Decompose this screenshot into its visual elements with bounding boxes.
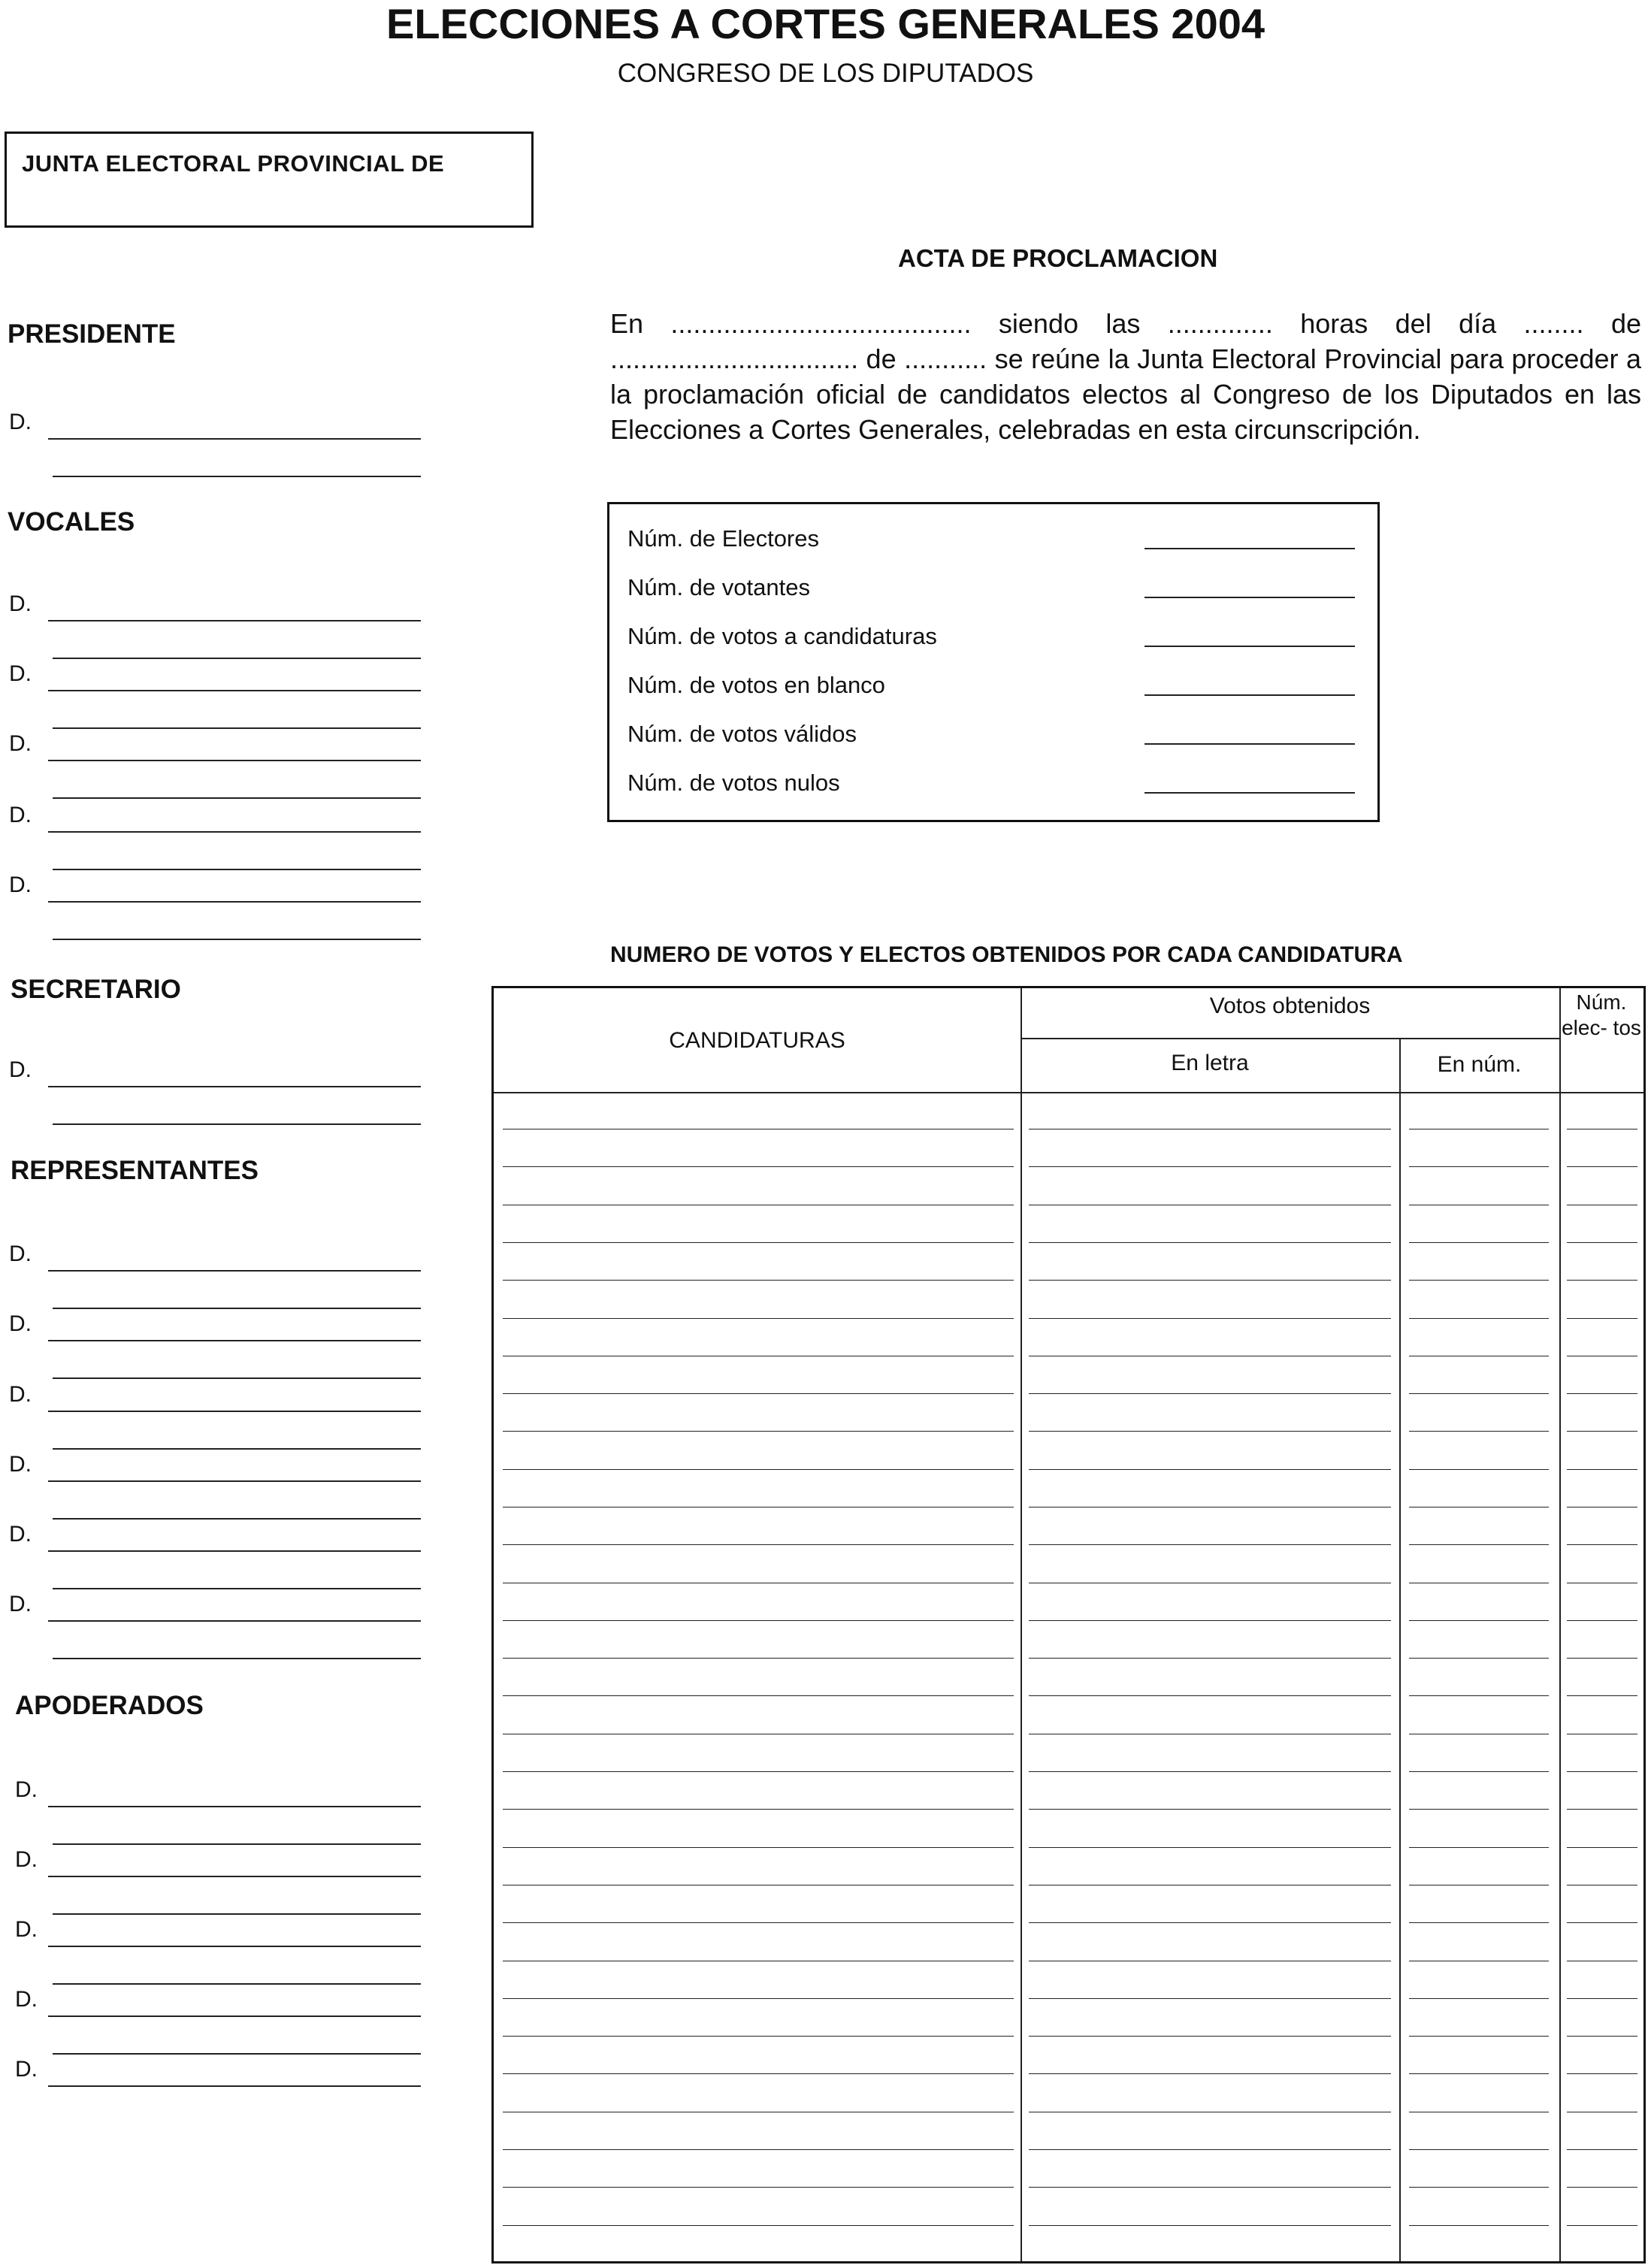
- d-prefix-label: D.: [9, 1522, 32, 1547]
- header-votos-obtenidos: Votos obtenidos: [1209, 993, 1371, 1018]
- signature-line: [53, 476, 421, 477]
- signature-line: [48, 1620, 421, 1622]
- table-blank-line: [1029, 2187, 1391, 2188]
- section-secretario: SECRETARIO: [11, 975, 181, 1004]
- table-blank-line: [503, 1166, 1014, 1167]
- signature-line: [48, 831, 421, 833]
- column-divider: [1021, 988, 1022, 2261]
- table-blank-line: [1409, 1431, 1549, 1432]
- signature-line: [48, 1270, 421, 1272]
- d-prefix-label: D.: [9, 1592, 32, 1616]
- table-blank-line: [503, 1620, 1014, 1621]
- table-blank-line: [503, 1998, 1014, 1999]
- table-blank-line: [1567, 2036, 1637, 2037]
- d-prefix-label: D.: [9, 872, 32, 897]
- signature-line: [53, 727, 421, 729]
- signature-line: [48, 1550, 421, 1552]
- signature-line: [48, 1946, 421, 1947]
- signature-line: [53, 1658, 421, 1659]
- table-blank-line: [503, 1771, 1014, 1772]
- table-blank-line: [1029, 1847, 1391, 1848]
- table-blank-line: [1029, 1620, 1391, 1621]
- header-en-letra: En letra: [1171, 1051, 1249, 1075]
- stats-box: [607, 502, 1380, 822]
- d-prefix-label: D.: [9, 1382, 32, 1407]
- table-blank-line: [1409, 1922, 1549, 1923]
- table-blank-line: [1567, 1280, 1637, 1281]
- signature-line: [48, 901, 421, 903]
- signature-line: [53, 797, 421, 799]
- table-blank-line: [503, 2149, 1014, 2150]
- signature-line: [48, 1480, 421, 1482]
- acta-title: ACTA DE PROCLAMACION: [898, 244, 1218, 272]
- table-blank-line: [1029, 1393, 1391, 1394]
- signature-line: [48, 1086, 421, 1087]
- stat-blank-line: [1145, 694, 1355, 696]
- header-divider: [494, 1092, 1643, 1093]
- table-blank-line: [1029, 1695, 1391, 1696]
- d-prefix-label: D.: [9, 661, 32, 686]
- table-blank-line: [1409, 1620, 1549, 1621]
- table-blank-line: [1567, 1242, 1637, 1243]
- table-blank-line: [503, 1318, 1014, 1319]
- d-prefix-label: D.: [9, 1452, 32, 1477]
- table-blank-line: [503, 1695, 1014, 1696]
- table-blank-line: [1409, 1280, 1549, 1281]
- table-blank-line: [1029, 2149, 1391, 2150]
- votes-table: [491, 986, 1646, 2263]
- signature-line: [48, 2085, 421, 2087]
- table-blank-line: [1409, 1242, 1549, 1243]
- d-prefix-label: D.: [9, 1057, 32, 1082]
- table-blank-line: [1029, 1658, 1391, 1659]
- d-prefix-label: D.: [9, 1311, 32, 1336]
- table-blank-line: [1567, 1431, 1637, 1432]
- d-prefix-label: D.: [15, 1777, 38, 1802]
- signature-line: [53, 939, 421, 940]
- signature-line: [48, 690, 421, 691]
- header-divider: [1021, 1038, 1559, 1039]
- table-blank-line: [1409, 1544, 1549, 1545]
- document-subtitle: CONGRESO DE LOS DIPUTADOS: [617, 59, 1034, 88]
- table-blank-line: [1567, 2073, 1637, 2074]
- table-blank-line: [1029, 1242, 1391, 1243]
- d-prefix-label: D.: [9, 591, 32, 616]
- signature-line: [53, 1843, 421, 1845]
- table-blank-line: [1409, 1658, 1549, 1659]
- table-blank-line: [1029, 1318, 1391, 1319]
- table-blank-line: [503, 1544, 1014, 1545]
- column-divider: [1399, 1038, 1401, 2261]
- table-blank-line: [1029, 2073, 1391, 2074]
- table-blank-line: [1409, 2225, 1549, 2226]
- table-blank-line: [1029, 2225, 1391, 2226]
- table-blank-line: [1567, 1922, 1637, 1923]
- header-en-num: En núm.: [1437, 1052, 1522, 1077]
- signature-line: [53, 1983, 421, 1985]
- junta-electoral-box: [5, 132, 534, 228]
- table-blank-line: [503, 1431, 1014, 1432]
- table-blank-line: [1567, 2187, 1637, 2188]
- table-blank-line: [1567, 1658, 1637, 1659]
- table-blank-line: [1567, 1771, 1637, 1772]
- table-blank-line: [1409, 1393, 1549, 1394]
- table-blank-line: [1029, 2036, 1391, 2037]
- stat-blank-line: [1145, 646, 1355, 647]
- junta-electoral-label: JUNTA ELECTORAL PROVINCIAL DE: [22, 150, 445, 177]
- d-prefix-label: D.: [9, 803, 32, 827]
- stat-label: Núm. de votos válidos: [627, 721, 857, 747]
- d-prefix-label: D.: [15, 1987, 38, 2012]
- section-apoderados: APODERADOS: [15, 1691, 204, 1720]
- signature-line: [53, 1913, 421, 1915]
- table-blank-line: [503, 2225, 1014, 2226]
- table-blank-line: [1029, 1166, 1391, 1167]
- signature-line: [53, 1448, 421, 1450]
- signature-line: [48, 438, 421, 440]
- table-blank-line: [1409, 1469, 1549, 1470]
- column-divider: [1559, 988, 1561, 2261]
- table-blank-line: [1567, 1544, 1637, 1545]
- table-blank-line: [1567, 1998, 1637, 1999]
- table-blank-line: [1029, 1280, 1391, 1281]
- signature-line: [53, 1377, 421, 1379]
- table-blank-line: [1567, 2225, 1637, 2226]
- table-blank-line: [503, 1922, 1014, 1923]
- table-blank-line: [1567, 1620, 1637, 1621]
- signature-line: [53, 2053, 421, 2055]
- table-blank-line: [1567, 1695, 1637, 1696]
- table-blank-line: [503, 1809, 1014, 1810]
- table-blank-line: [503, 2036, 1014, 2037]
- stat-blank-line: [1145, 792, 1355, 794]
- signature-line: [48, 760, 421, 761]
- stat-blank-line: [1145, 597, 1355, 598]
- section-presidente: PRESIDENTE: [8, 319, 176, 349]
- table-blank-line: [1029, 1771, 1391, 1772]
- stat-label: Núm. de Electores: [627, 525, 819, 552]
- table-blank-line: [1029, 1544, 1391, 1545]
- table-blank-line: [1567, 1847, 1637, 1848]
- stat-label: Núm. de votos nulos: [627, 770, 840, 796]
- table-blank-line: [503, 1658, 1014, 1659]
- stat-blank-line: [1145, 743, 1355, 745]
- signature-line: [53, 1308, 421, 1309]
- section-vocales: VOCALES: [8, 507, 135, 537]
- table-blank-line: [503, 2073, 1014, 2074]
- table-blank-line: [1567, 1393, 1637, 1394]
- signature-line: [53, 1123, 421, 1125]
- table-blank-line: [503, 1847, 1014, 1848]
- signature-line: [48, 2015, 421, 2017]
- stat-label: Núm. de votantes: [627, 574, 810, 600]
- table-title: NUMERO DE VOTOS Y ELECTOS OBTENIDOS POR CADA CANDIDATURA: [610, 942, 1403, 967]
- signature-line: [53, 869, 421, 870]
- d-prefix-label: D.: [15, 2057, 38, 2082]
- table-blank-line: [1409, 1695, 1549, 1696]
- table-blank-line: [503, 1469, 1014, 1470]
- signature-line: [53, 658, 421, 659]
- d-prefix-label: D.: [9, 731, 32, 756]
- table-blank-line: [1029, 1431, 1391, 1432]
- signature-line: [48, 1806, 421, 1807]
- table-blank-line: [1567, 1809, 1637, 1810]
- d-prefix-label: D.: [15, 1917, 38, 1942]
- table-blank-line: [1567, 2149, 1637, 2150]
- table-blank-line: [1029, 1809, 1391, 1810]
- table-blank-line: [1409, 2187, 1549, 2188]
- signature-line: [48, 1340, 421, 1341]
- table-blank-line: [1409, 1771, 1549, 1772]
- d-prefix-label: D.: [9, 410, 32, 434]
- table-blank-line: [1409, 1166, 1549, 1167]
- table-blank-line: [1409, 2073, 1549, 2074]
- section-representantes: REPRESENTANTES: [11, 1156, 259, 1185]
- table-blank-line: [1409, 1998, 1549, 1999]
- table-blank-line: [1409, 2149, 1549, 2150]
- table-blank-line: [503, 1280, 1014, 1281]
- table-blank-line: [1567, 1318, 1637, 1319]
- d-prefix-label: D.: [15, 1847, 38, 1872]
- d-prefix-label: D.: [9, 1241, 32, 1266]
- table-blank-line: [503, 2187, 1014, 2188]
- table-blank-line: [1409, 2036, 1549, 2037]
- table-blank-line: [1567, 1469, 1637, 1470]
- stat-label: Núm. de votos a candidaturas: [627, 623, 937, 649]
- table-blank-line: [1409, 1318, 1549, 1319]
- table-blank-line: [503, 1242, 1014, 1243]
- signature-line: [48, 1411, 421, 1412]
- signature-line: [48, 620, 421, 621]
- table-blank-line: [1567, 1166, 1637, 1167]
- table-blank-line: [1029, 1998, 1391, 1999]
- table-blank-line: [1409, 1809, 1549, 1810]
- table-blank-line: [1029, 1469, 1391, 1470]
- table-blank-line: [1409, 1847, 1549, 1848]
- stat-label: Núm. de votos en blanco: [627, 672, 885, 698]
- signature-line: [53, 1588, 421, 1589]
- header-candidaturas: CANDIDATURAS: [669, 1028, 845, 1053]
- signature-line: [48, 1876, 421, 1877]
- table-blank-line: [1029, 1922, 1391, 1923]
- signature-line: [53, 1518, 421, 1520]
- header-num-electos: Núm. elec- tos: [1562, 990, 1641, 1039]
- stat-blank-line: [1145, 548, 1355, 549]
- acta-intro-text: En ........................................ siendo las .............. horas del día ........ de ................................. de ........... se reúne la Junta Electoral Provincial para proceder a la proclamación oficial de candidatos electos al Congreso de los Diputados en las Elecciones a Cortes Generales, celebradas en esta circunscripción.: [610, 308, 1641, 445]
- document-title: ELECCIONES A CORTES GENERALES 2004: [386, 0, 1265, 47]
- table-blank-line: [503, 1393, 1014, 1394]
